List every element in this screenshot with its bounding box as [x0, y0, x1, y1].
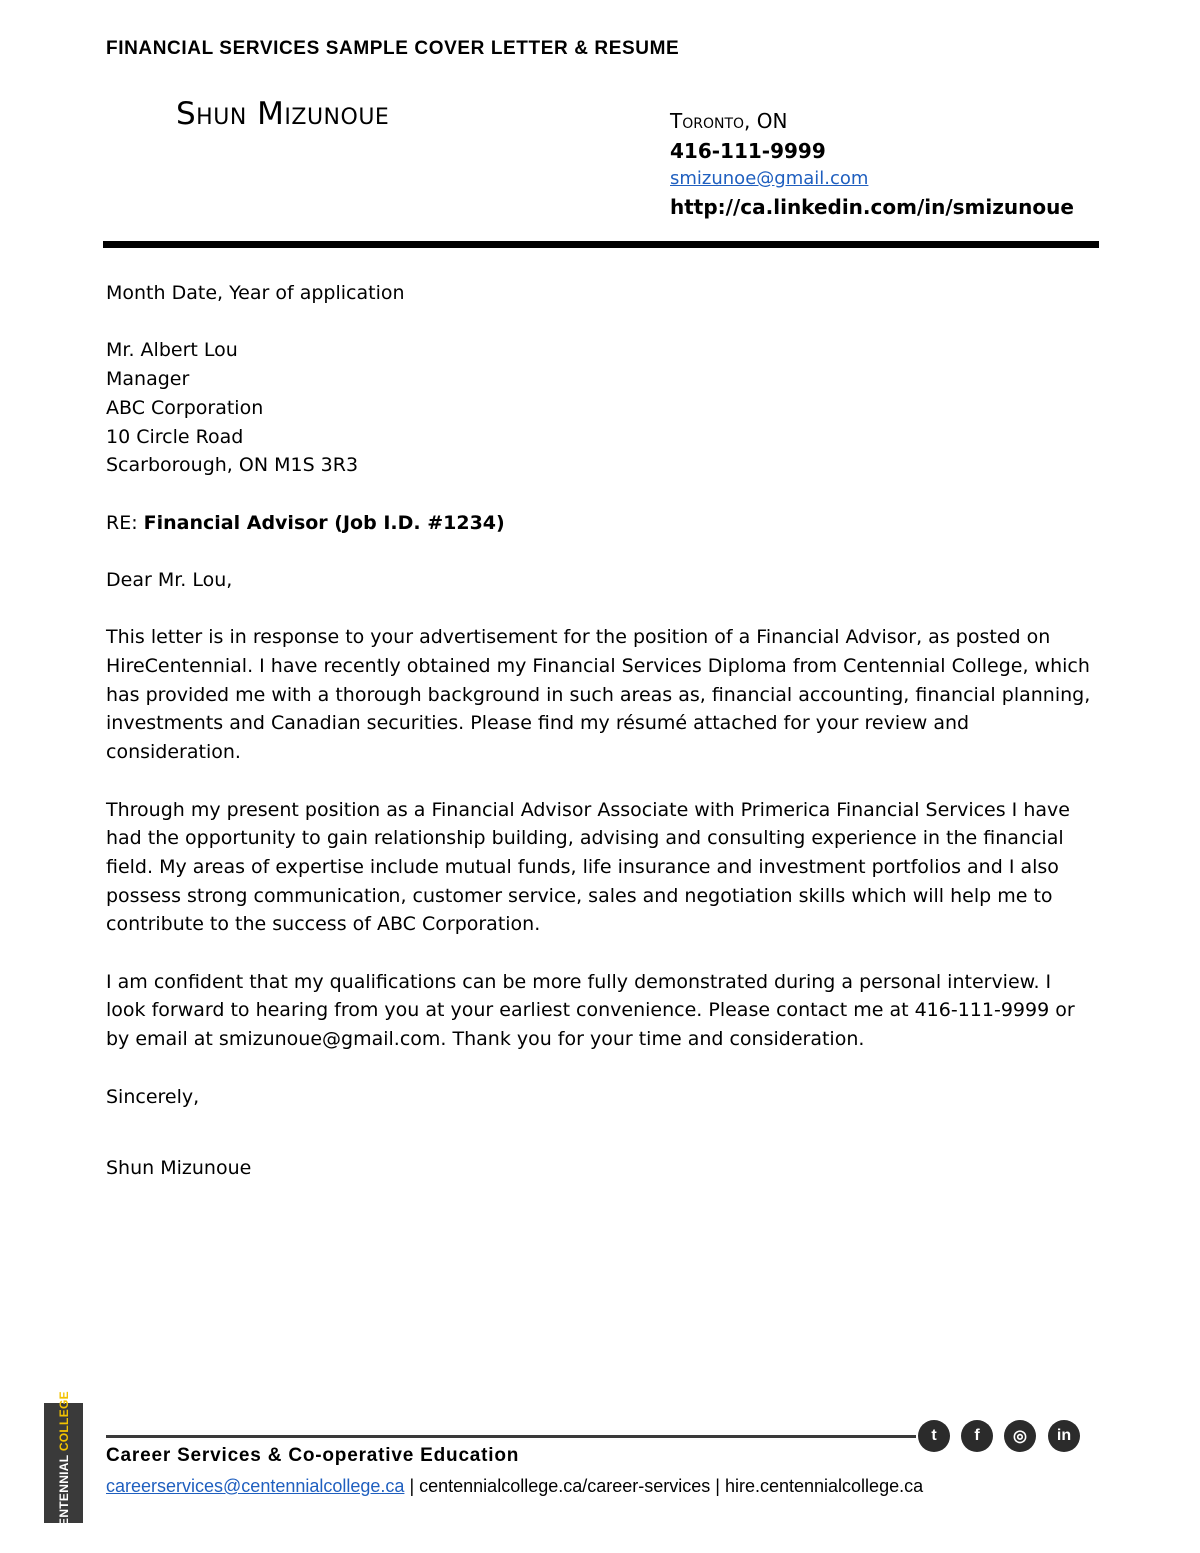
- document-header-title: FINANCIAL SERVICES SAMPLE COVER LETTER & RESUME: [106, 38, 680, 59]
- cover-letter-body: [106, 279, 1106, 1212]
- applicant-linkedin: http://ca.linkedin.com/in/smizunoue: [670, 195, 1074, 219]
- recipient-street: 10 Circle Road: [106, 425, 244, 448]
- twitter-icon[interactable]: t: [918, 1420, 950, 1452]
- applicant-name: Shun Mizunoue: [176, 96, 390, 132]
- career-services-link[interactable]: centennialcollege.ca/career-services: [419, 1476, 711, 1496]
- recipient-city: Scarborough, ON M1S 3R3: [106, 454, 359, 477]
- linkedin-icon[interactable]: in: [1048, 1420, 1080, 1452]
- career-services-email-link[interactable]: careerservices@centennialcollege.ca: [106, 1476, 405, 1496]
- applicant-contact-block: [670, 106, 1074, 222]
- footer-divider: [106, 1435, 916, 1438]
- paragraph-2: Through my present position as a Financial Advisor Associate with Primerica Financial Services I have had the opportunity to gain relationship building, advising and consulting experience in the financial field. My areas of expertise include mutual funds, life insurance and investment portfolios and I also possess strong communication, customer service, sales and negotiation skills which will help me to contribute to the success of ABC Corporation.: [106, 798, 1070, 936]
- facebook-icon[interactable]: f: [961, 1420, 993, 1452]
- recipient-company: ABC Corporation: [106, 396, 264, 419]
- re-title: Financial Advisor (Job I.D. #1234): [143, 511, 505, 534]
- re-prefix: RE:: [106, 511, 144, 534]
- recipient-title: Manager: [106, 368, 190, 391]
- recipient-address: [106, 336, 1106, 480]
- paragraph-3: I am confident that my qualifications can be more fully demonstrated during a personal interview. I look forward to hearing from you at your earliest convenience. Please contact me at 416-111-9999 or by email at smizunoue@gmail.com. Thank you for your time and consideration.: [106, 970, 1075, 1051]
- footer-separator-1: |: [404, 1476, 420, 1496]
- footer-title: Career Services & Co-operative Education: [106, 1445, 520, 1466]
- closing: Sincerely,: [106, 1085, 200, 1108]
- centennial-logo: [44, 1391, 83, 1535]
- hire-link[interactable]: hire.centennialcollege.ca: [724, 1476, 924, 1496]
- applicant-city: Toronto, ON: [670, 109, 788, 133]
- header-divider: [103, 241, 1099, 248]
- signature: Shun Mizunoue: [106, 1157, 252, 1180]
- footer-separator-2: |: [710, 1476, 725, 1496]
- applicant-email-link[interactable]: smizunoe@gmail.com: [670, 168, 869, 189]
- paragraph-1: This letter is in response to your advertisement for the position of a Financial Advisor, as posted on HireCentennial. I have recently obtained my Financial Services Diploma from Centennial College, which has provided me with a thorough background in such areas as, financial accounting, financial planning, investments and Canadian securities. Please find my résumé attached for your review and consideration.: [106, 626, 1091, 764]
- salutation: Dear Mr. Lou,: [106, 568, 233, 591]
- applicant-phone: 416-111-9999: [670, 139, 826, 163]
- recipient-name: Mr. Albert Lou: [106, 339, 238, 362]
- letter-date: Month Date, Year of application: [106, 282, 405, 304]
- footer-links: [106, 1476, 923, 1497]
- re-line: [106, 509, 1106, 538]
- logo-sub-text: COLLEGE: [56, 1391, 71, 1452]
- instagram-icon[interactable]: ◎: [1004, 1420, 1036, 1452]
- logo-main-text: CENTENNIAL: [56, 1454, 71, 1535]
